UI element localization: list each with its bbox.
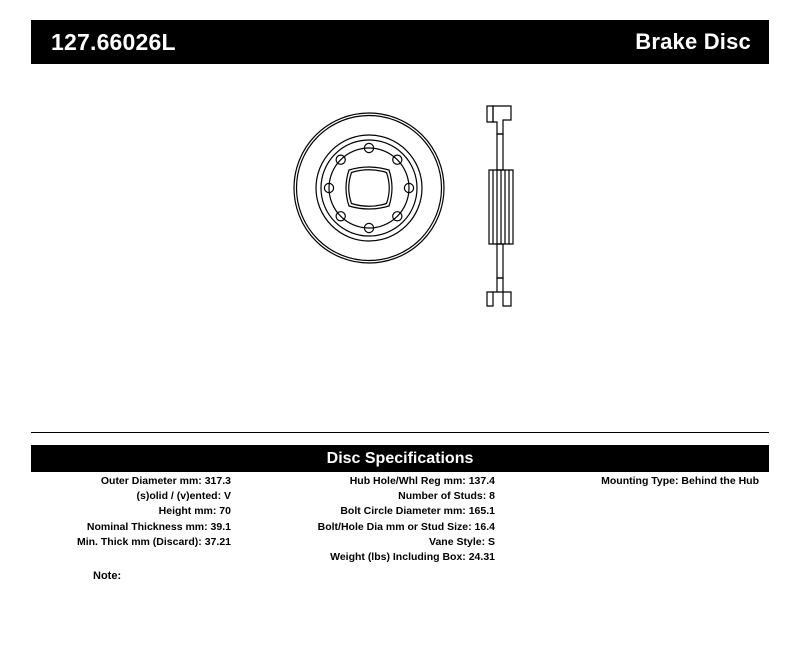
product-drawing xyxy=(31,78,769,428)
header-bar xyxy=(31,20,769,64)
spec-item: Mounting Type: Behind the Hub xyxy=(601,475,759,487)
spec-item: Height mm: 70 xyxy=(158,505,231,518)
part-number: 127.66026L xyxy=(51,28,176,55)
spec-item: Number of Studs: 8 xyxy=(398,490,495,503)
spec-columns xyxy=(31,474,769,565)
spec-item: Weight (lbs) Including Box: 24.31 xyxy=(330,551,495,564)
spec-divider xyxy=(31,432,769,433)
note-row xyxy=(31,570,769,582)
spec-item: Min. Thick mm (Discard): 37.21 xyxy=(76,535,231,548)
spec-title-bar xyxy=(31,445,769,472)
spec-item: Outer Diameter mm: 317.3 xyxy=(100,475,231,487)
note-label: Note: xyxy=(93,570,122,582)
product-type-label: Brake Disc xyxy=(635,29,751,54)
spec-column-right xyxy=(499,474,769,489)
spec-item: Bolt/Hole Dia mm or Stud Size: 16.4 xyxy=(317,520,495,533)
spec-item: Hub Hole/Whl Reg mm: 137.4 xyxy=(349,475,495,487)
spec-column-middle xyxy=(235,474,499,565)
spec-item: Nominal Thickness mm: 39.1 xyxy=(86,520,231,533)
spec-item: (s)olid / (v)ented: V xyxy=(136,490,231,503)
spec-item: Bolt Circle Diameter mm: 165.1 xyxy=(340,505,495,518)
spec-title: Disc Specifications xyxy=(326,449,474,467)
brake-disc-face-view xyxy=(294,113,444,263)
spec-item: Vane Style: S xyxy=(429,535,495,548)
spec-column-left xyxy=(31,474,235,550)
brake-disc-cross-section-view xyxy=(487,106,513,306)
